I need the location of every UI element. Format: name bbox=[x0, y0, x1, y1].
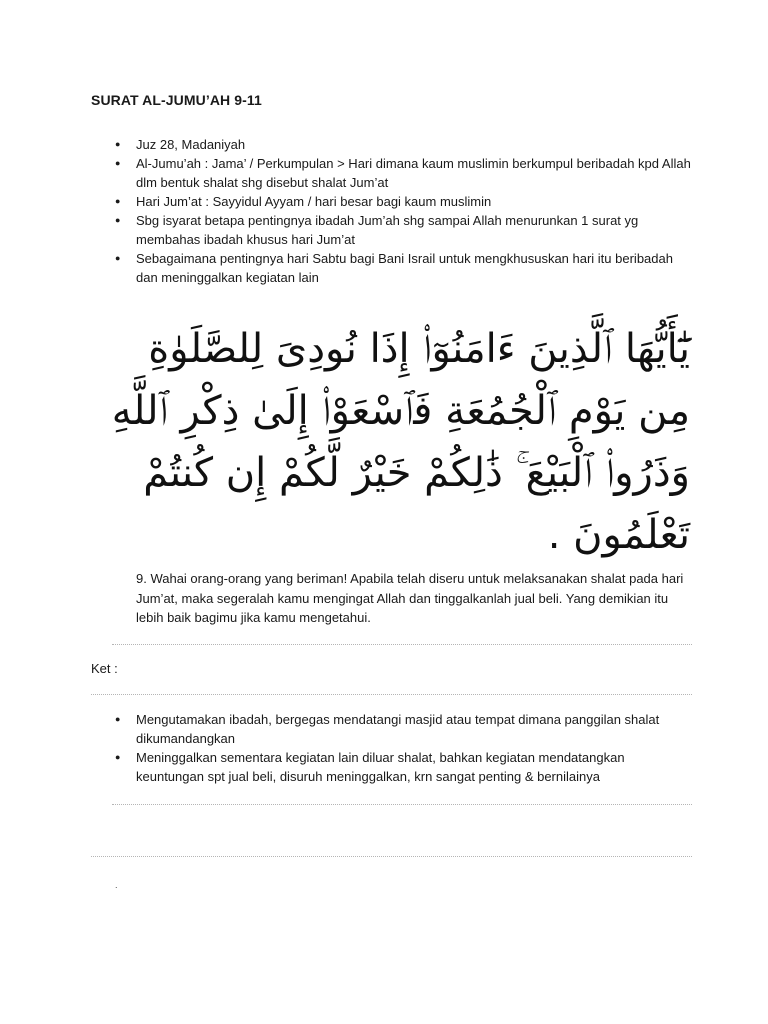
list-item: ● Meninggalkan sementara kegiatan lain diluar shalat, bahkan kegiatan mendatangkan keuntungan spt jual beli, disuruh meninggalkan, krn sangat penting & bernilainya bbox=[91, 748, 691, 786]
list-item: ● Sebagaimana pentingnya hari Sabtu bagi Bani Israil untuk mengkhususkan hari itu beribadah dan meninggalkan kegiatan lain bbox=[91, 249, 691, 287]
list-item: ● Juz 28, Madaniyah bbox=[91, 135, 691, 154]
list-item: ● Al-Jumu’ah : Jama’ / Perkumpulan > Hari dimana kaum muslimin berkumpul beribadah kpd Allah dlm bentuk shalat shg disebut shalat Jum’at bbox=[91, 154, 691, 192]
arabic-verse: يَٰٓأَيُّهَا ٱلَّذِينَ ءَامَنُوٓا۟ إِذَا نُودِىَ لِلصَّلَوٰةِ مِن يَوْمِ ٱلْجُمُعَةِ فَٱسْعَوْا۟ إِلَىٰ ذِكْرِ ٱللَّهِ وَذَرُوا۟ ٱلْبَيْعَ ۚ ذَٰلِكُمْ خَيْرٌ لَّكُمْ إِن كُنتُمْ تَعْلَمُونَ . bbox=[111, 326, 690, 558]
dotted-divider bbox=[91, 856, 692, 857]
intro-bullet-list bbox=[91, 135, 691, 287]
verse-translation: 9. Wahai orang-orang yang beriman! Apabila telah diseru untuk melaksanakan shalat pada hari Jum’at, maka segeralah kamu mengingat Allah dan tinggalkanlah jual beli. Yang demikian itu lebih baik bagimu jika kamu mengetahui. bbox=[136, 571, 684, 625]
dotted-divider bbox=[91, 694, 692, 695]
list-item: ● Sbg isyarat betapa pentingnya ibadah Jum’ah shg sampai Allah menurunkan 1 surat yg membahas ibadah khusus hari Jum’at bbox=[91, 211, 691, 249]
dotted-divider bbox=[112, 644, 692, 645]
trailing-mark: . bbox=[115, 880, 118, 890]
document-title: SURAT AL-JUMU’AH 9-11 bbox=[91, 92, 262, 108]
ket-label: Ket : bbox=[91, 661, 118, 676]
ket-bullet-list bbox=[91, 710, 691, 786]
list-item: ● Hari Jum’at : Sayyidul Ayyam / hari besar bagi kaum muslimin bbox=[91, 192, 691, 211]
dotted-divider bbox=[112, 804, 692, 805]
list-item: ● Mengutamakan ibadah, bergegas mendatangi masjid atau tempat dimana panggilan shalat dikumandangkan bbox=[91, 710, 691, 748]
